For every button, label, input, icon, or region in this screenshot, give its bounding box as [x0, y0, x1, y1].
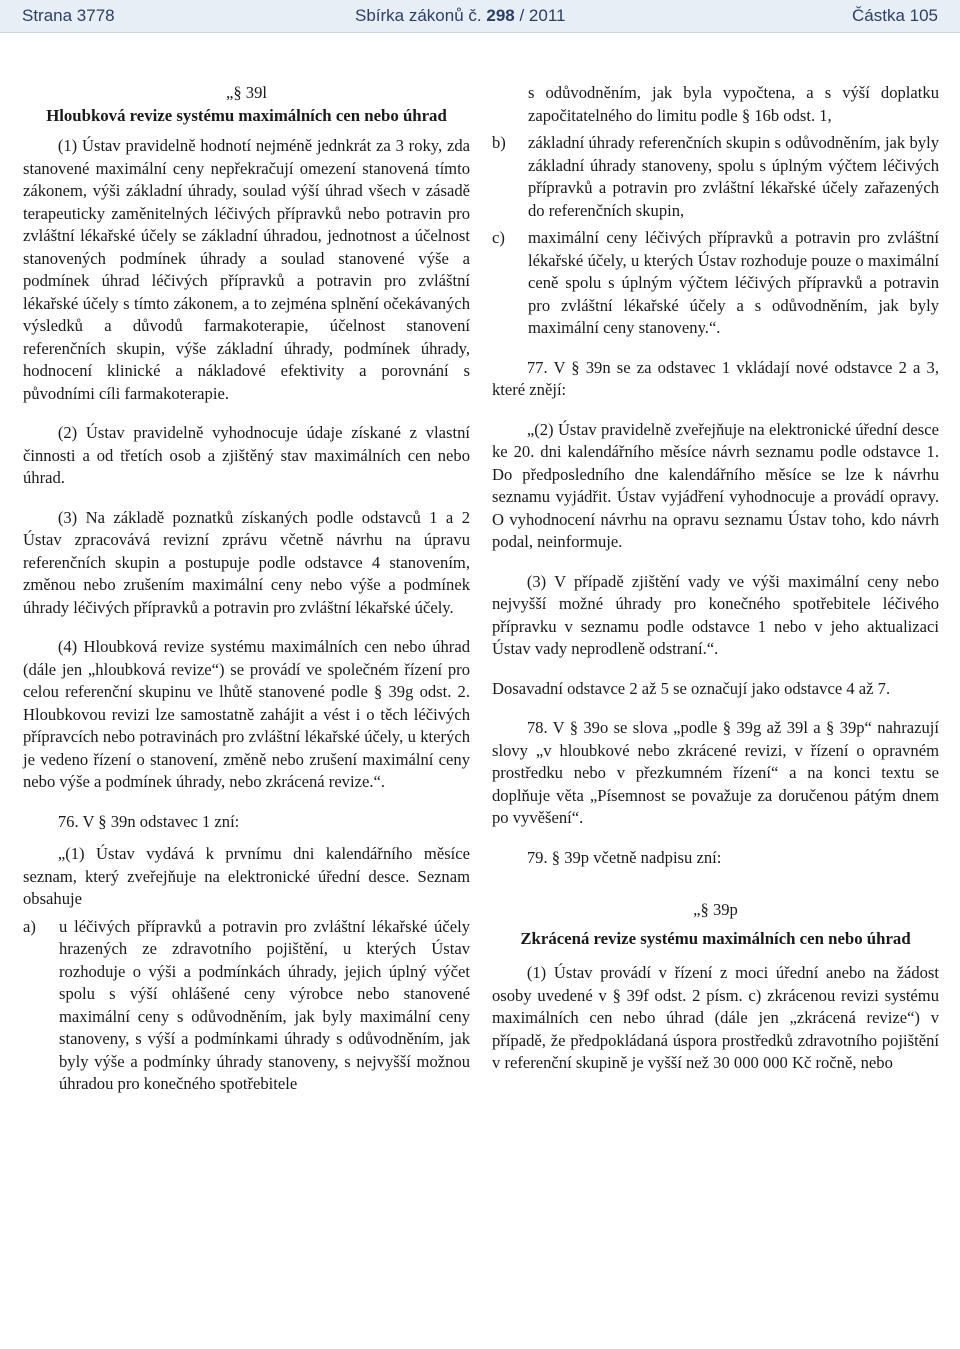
amendment-77-quote-3: (3) V případě zjištění vady ve výši maximální ceny nebo nejvyšší možné úhrady pro konečného spotřebitele léčivého přípravku v seznamu podle odstavce 1 nebo v jeho aktualizaci Ústav vady neprodleně odstraní.“.: [492, 571, 939, 658]
paragraph-4: (4) Hloubková revize systému maximálních cen nebo úhrad (dále jen „hloubková revize“) se provádí ve společném řízení pro celou referenční skupinu ve lhůtě stanovené podle § 39g odst. 2. Hloubkovou revizi lze samostatně zahájit a vést i o těch léčivých přípravcích nebo potravinách pro zvláštní lékařské účely, u kterých je vedeno řízení o stanovení, změně nebo zrušení maximální ceny nebo výše a podmínek úhrady, nebo zkrácená revize.“.: [23, 637, 470, 791]
paragraph-3: (3) Na základě poznatků získaných podle odstavců 1 a 2 Ústav zpracovává revizní zprávu včetně návrhu na úpravu referenčních skupin a postupuje podle odstavce 4 stanovením, změnou nebo zrušením maximální ceny nebo výše a podmínek úhrady léčivých přípravků a potravin pro zvláštní lékařské účely.: [23, 507, 470, 617]
section-number: „§ 39p: [693, 900, 738, 919]
list-item-c: [492, 227, 939, 340]
list-text: s odůvodněním, jak byla vypočtena, a s výší doplatku započitatelného do limitu podle § 16b odst. 1,: [528, 83, 939, 125]
amendment-78: 78. V § 39o se slova „podle § 39g až 39l a § 39p“ nahrazují slovy „v hloubkové nebo zkrácené revizi, v řízení o opravném prostředku nebo v přezkumném řízení“ a na konci textu se doplňuje věta „Písemnost se považuje za doručenou pátým dnem po vyvěšení“.: [492, 718, 939, 827]
list-label: c): [492, 228, 505, 247]
amendment-76: 76. V § 39n odstavec 1 zní:: [57, 811, 240, 831]
list-text: základní úhrady referenčních skupin s odůvodněním, jak byly základní úhrady stanoveny, spolu s úplným výčtem léčivých přípravků a potravin pro zvláštní lékařské účely zařazených do referenčních skupin,: [528, 133, 939, 220]
right-column: [492, 82, 939, 1075]
section-number: „§ 39l: [225, 83, 267, 102]
list-text: maximální ceny léčivých přípravků a potravin pro zvláštní lékařské účely, u kterých Ústav rozhoduje pouze o maximální ceně spolu s úplným výčtem léčivých přípravků a potravin pro zvláštní lékařské účely a s odůvodněním, jak byly maximální ceny stanoveny.“.: [528, 228, 939, 337]
list-text: u léčivých přípravků a potravin pro zvláštní lékařské účely hrazených ze zdravotního pojištění, u kterých Ústav rozhoduje o výši a podmínkách úhrady, jejich úplný výčet spolu s výší ohlášené ceny výrobce nebo stanovené maximální ceny s odůvodněním, jak byly maximální ceny stanoveny, s výší a podmínkami úhrady s odůvodněním, jak byly výše a podmínky úhrady stanoveny, s nejvyšší možnou úhradou pro konečného spotřebitele: [59, 916, 470, 1093]
paragraph-1: (1) Ústav provádí v řízení z moci úřední anebo na žádost osoby uvedené v § 39f odst. 2 písm. c) zkrácenou revizi systému maximálních cen nebo úhrad (dále jen „zkrácená revize“) v případě, že předpokládaná úspora prostředků zdravotního pojištění v referenční skupině je vyšší než 30 000 000 Kč ročně, nebo: [492, 963, 939, 1072]
section-title: Hloubková revize systému maximálních cen nebo úhrad: [46, 105, 447, 125]
page-header: [0, 0, 960, 33]
list-label: a): [23, 916, 36, 936]
amendment-77-quote-2: „(2) Ústav pravidelně zveřejňuje na elektronické úřední desce ke 20. dni kalendářního měsíce návrh seznamu podle odstavce 1. Do předposledního dne kalendářního měsíce se lze k návrhu seznamu vyjádřit. Ústav vyjádření vyhodnocuje a provádí opravy. O vyhodnocení návrhu na opravu seznamu Ústav toho, kdo návrh podal, neinformuje.: [492, 419, 939, 551]
list-item-a-continued: [492, 82, 939, 127]
section-title: Zkrácená revize systému maximálních cen nebo úhrad: [520, 928, 911, 948]
amendment-77: 77. V § 39n se za odstavec 1 vkládají nové odstavce 2 a 3, které znějí:: [492, 357, 939, 399]
list-label: b): [492, 133, 506, 152]
amendment-79: 79. § 39p včetně nadpisu zní:: [526, 847, 722, 867]
law-number: 298: [486, 6, 515, 25]
paragraph-1: (1) Ústav pravidelně hodnotí nejméně jednkrát za 3 roky, zda stanovené maximální ceny nepřekračují omezení stanovená tímto zákonem, výši základní úhrady, soulad výší úhrad všech v zásadě terapeuticky zaměnitelných léčivých přípravků nebo potravin pro zvláštní lékařské účely se základní úhradou, jednotnost a účelnost stanovených podmínek úhrady a soulad stanovené výše a podmínek úhrad léčivých přípravků a potravin pro zvláštní lékařské účely s tímto zákonem, a to zejména splnění očekávaných výsledků a důvodů farmakoterapie, účelnost stanovení referenčních skupin, výše základní úhrady, podmínek úhrady, hodnocení klinické a nákladové efektivity a porovnání s původními cíli farmakoterapie.: [23, 136, 470, 403]
collection-reference: [355, 6, 565, 26]
amendment-77-tail: Dosavadní odstavce 2 až 5 se označují jako odstavce 4 až 7.: [492, 678, 891, 698]
paragraph-2: (2) Ústav pravidelně vyhodnocuje údaje získané z vlastní činnosti a od třetích osob a zjištěný stav maximálních cen nebo úhrad.: [23, 423, 470, 487]
page-number: Strana 3778: [22, 6, 115, 25]
list-item-a: [23, 916, 470, 1096]
law-year: / 2011: [519, 6, 566, 25]
list-item-b: [492, 132, 939, 222]
part-number: Částka 105: [852, 6, 938, 25]
left-column: [23, 82, 470, 1096]
amendment-76-quote: „(1) Ústav vydává k prvnímu dni kalendářního měsíce seznam, který zveřejňuje na elektronické úřední desce. Seznam obsahuje: [23, 844, 470, 908]
collection-prefix: Sbírka zákonů č.: [355, 6, 482, 25]
